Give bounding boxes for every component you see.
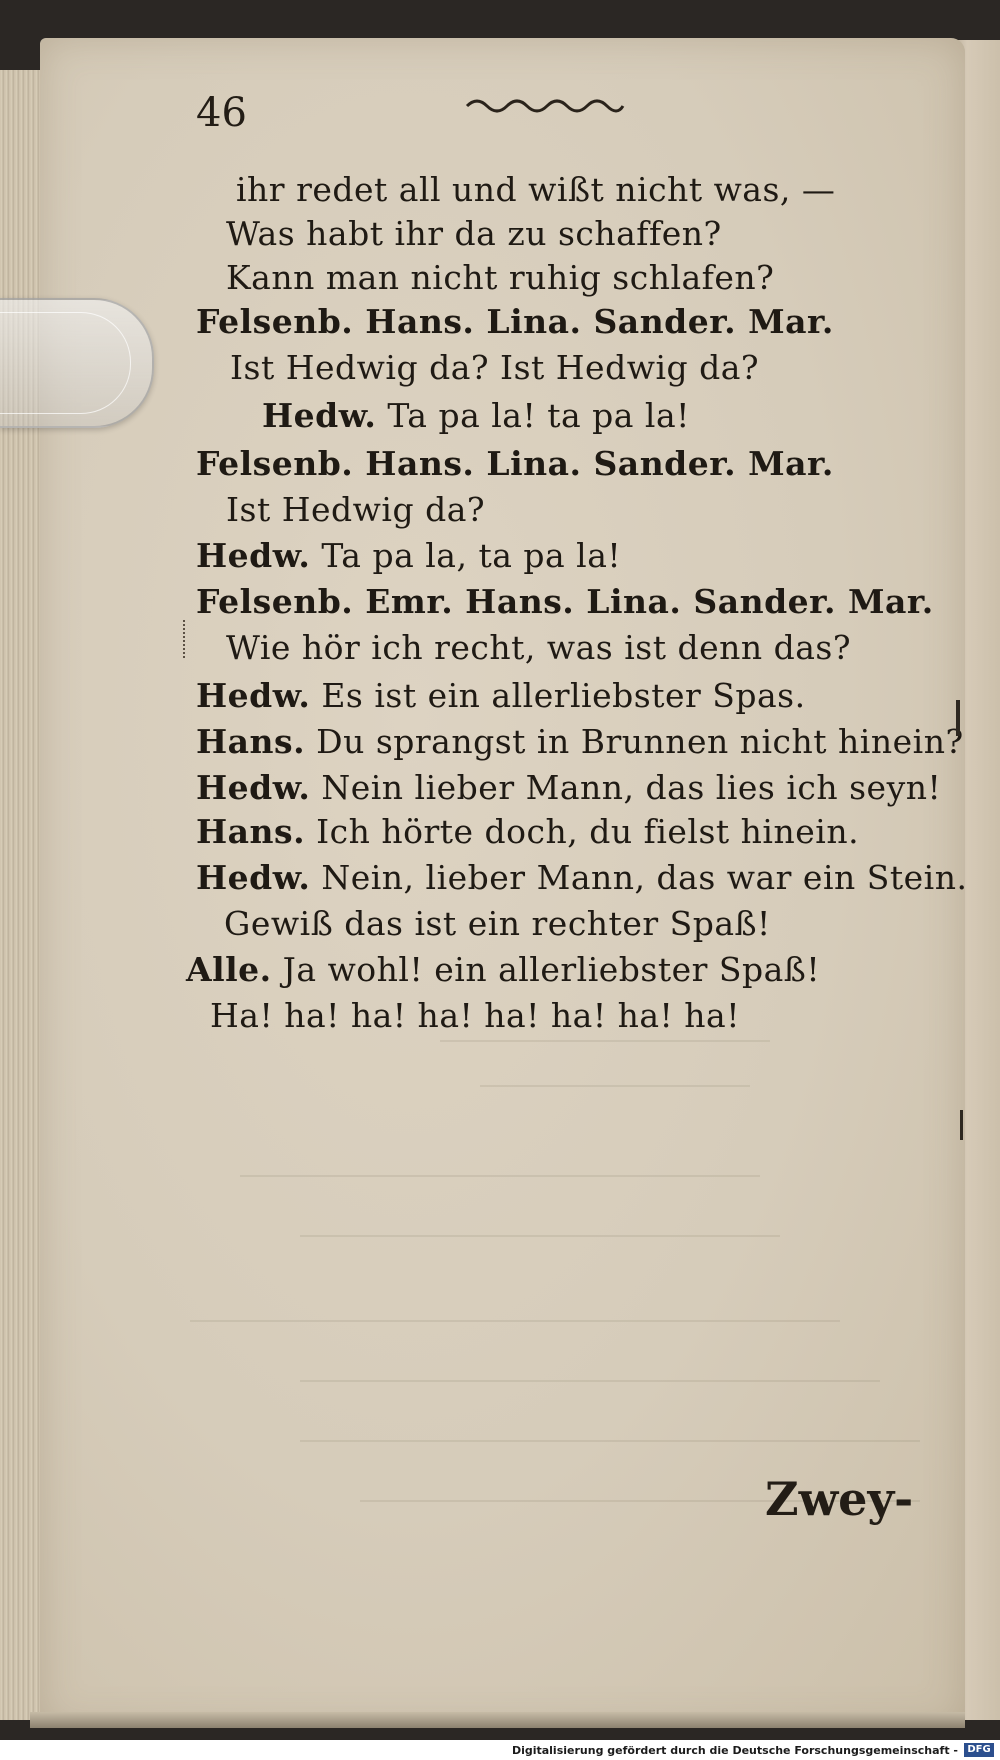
verse-line [224,904,771,943]
verse-line [186,950,820,989]
verse-text: Gewiß das ist ein rechter Spaß! [224,904,771,943]
verse-text: Kann man nicht ruhig schlafen? [226,258,775,297]
speaker-name: Alle. [186,950,272,989]
verse-line [196,536,621,575]
speaker-name: Hedw. [196,676,311,715]
speaker-name: Felsenb. Emr. Hans. Lina. Sander. Mar. [196,582,934,621]
verse-line [226,490,485,529]
speaker-name: Hedw. [196,768,311,807]
verse-text: Ta pa la, ta pa la! [321,536,622,575]
dfg-logo: DFG [964,1743,994,1757]
verse-text: Wie hör ich recht, was ist denn das? [226,628,852,667]
verse-line [262,396,690,435]
speaker-name: Hedw. [262,396,377,435]
verse-text: Ist Hedwig da? Ist Hedwig da? [230,348,760,387]
verse-text: Ist Hedwig da? [226,490,486,529]
margin-mark [183,620,191,658]
verse-line [196,812,859,851]
verse-text: Du sprangst in Brunnen nicht hinein? [316,722,964,761]
speaker-name: Hedw. [196,536,311,575]
speaker-name: Hedw. [196,858,311,897]
verse-line [230,348,759,387]
verse-line [210,996,740,1035]
speaker-name: Hans. [196,722,306,761]
verse-line [196,722,964,761]
verse-line [196,302,834,341]
verse-line [196,768,941,807]
verse-text: ihr redet all und wißt nicht was, — [236,170,836,209]
verse-text: Nein lieber Mann, das lies ich seyn! [321,768,942,807]
verse-text: Es ist ein allerliebster Spas. [321,676,806,715]
speaker-name: Felsenb. Hans. Lina. Sander. Mar. [196,302,834,341]
verse-line [226,214,722,253]
verse-line [196,858,967,897]
verse-text: Ich hörte doch, du fielst hinein. [316,812,860,851]
verse-line [196,582,934,621]
verse-line [226,258,774,297]
digitization-credit: Digitalisierung gefördert durch die Deutsche Forschungsgemeinschaft - [511,1744,958,1757]
verse-text: Ta pa la! ta pa la! [387,396,690,435]
verse-text: Ja wohl! ein allerliebster Spaß! [282,950,821,989]
verse-text: Nein, lieber Mann, das war ein Stein. [321,858,968,897]
speaker-name: Felsenb. Hans. Lina. Sander. Mar. [196,444,834,483]
verse-line [196,444,834,483]
verse-line [196,676,806,715]
speaker-name: Hans. [196,812,306,851]
book-bottom-edge [30,1712,965,1728]
verse-line [226,628,851,667]
verse-text: Ha! ha! ha! ha! ha! ha! ha! ha! [210,996,740,1035]
page-clip [0,298,154,428]
page-number: 46 [196,90,247,136]
catchword: Zwey- [765,1472,914,1526]
verse-line [236,170,835,209]
header-ornament [465,92,625,118]
verse-text: Was habt ihr da zu schaffen? [226,214,722,253]
